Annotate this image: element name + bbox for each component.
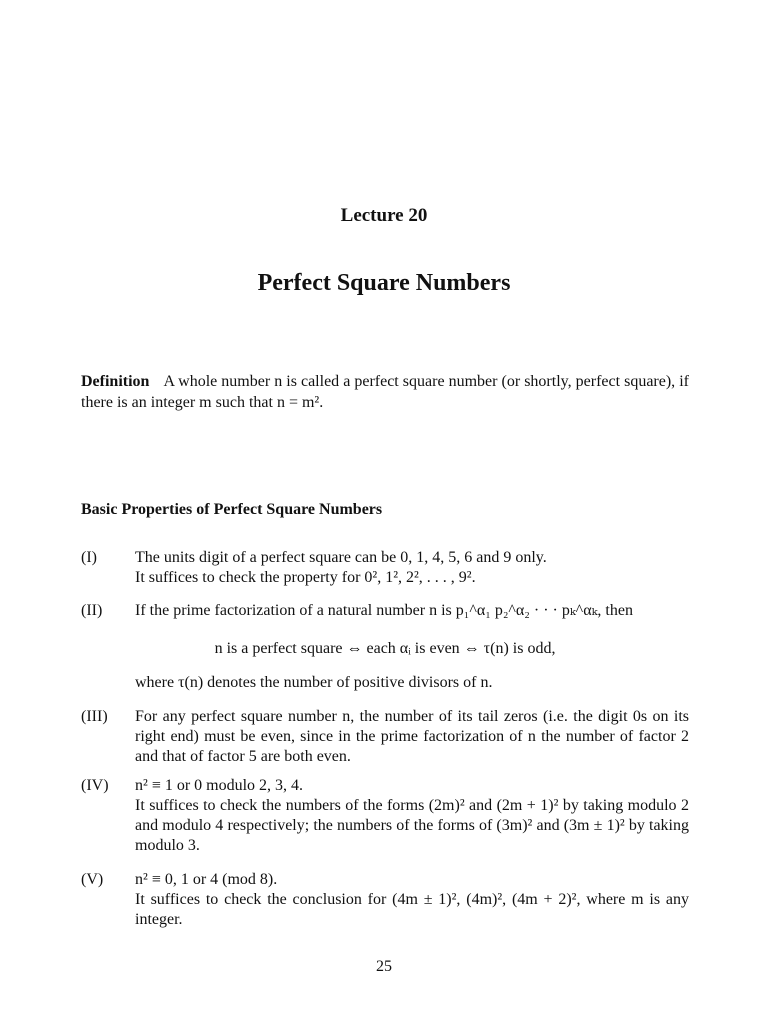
property-line: It suffices to check the numbers of the forms (2m)² and (2m + 1)² by taking modulo 2 and modulo 4 respectively; the numbers of the forms of (3m)² and (3m ± 1)² by taking modulo 3. xyxy=(135,797,689,854)
definition-block xyxy=(81,371,689,413)
property-line: It suffices to check the conclusion for (4m ± 1)², (4m)², (4m + 2)², where m is any integer. xyxy=(135,891,689,928)
property-number: (V) xyxy=(81,871,104,888)
definition-label: Definition xyxy=(81,373,150,390)
property-number: (II) xyxy=(81,602,103,619)
page-title: Perfect Square Numbers xyxy=(257,270,511,296)
property-iii xyxy=(81,707,689,767)
property-line: If the prime factorization of a natural number n is p₁^α₁ p₂^α₂ · · · pₖ^αₖ, then xyxy=(135,602,633,619)
property-iv xyxy=(81,776,689,856)
property-number: (I) xyxy=(81,549,97,566)
section-heading: Basic Properties of Perfect Square Numbers xyxy=(81,501,383,518)
property-centered-statement: n is a perfect square ⇔ each αᵢ is even ⇔ τ(n) is odd, xyxy=(214,640,556,657)
property-line: It suffices to check the property for 0², 1², 2², . . . , 9². xyxy=(135,569,476,586)
property-number: (III) xyxy=(81,708,108,725)
property-i xyxy=(81,548,689,588)
property-number: (IV) xyxy=(81,777,109,794)
property-v xyxy=(81,870,689,930)
definition-text: A whole number n is called a perfect square number (or shortly, perfect square), if there is an integer m such that n = m². xyxy=(81,373,689,411)
property-line: For any perfect square number n, the number of its tail zeros (i.e. the digit 0s on its right end) must be even, since in the prime factorization of n the number of factor 2 and that of factor 5 are both even. xyxy=(135,708,689,765)
property-line: n² ≡ 1 or 0 modulo 2, 3, 4. xyxy=(135,777,304,794)
page-number: 25 xyxy=(376,958,392,975)
property-line: n² ≡ 0, 1 or 4 (mod 8). xyxy=(135,871,278,888)
property-line: where τ(n) denotes the number of positive divisors of n. xyxy=(135,674,493,691)
property-ii xyxy=(81,601,689,693)
property-line: The units digit of a perfect square can be 0, 1, 4, 5, 6 and 9 only. xyxy=(135,549,547,566)
lecture-heading: Lecture 20 xyxy=(340,205,428,226)
